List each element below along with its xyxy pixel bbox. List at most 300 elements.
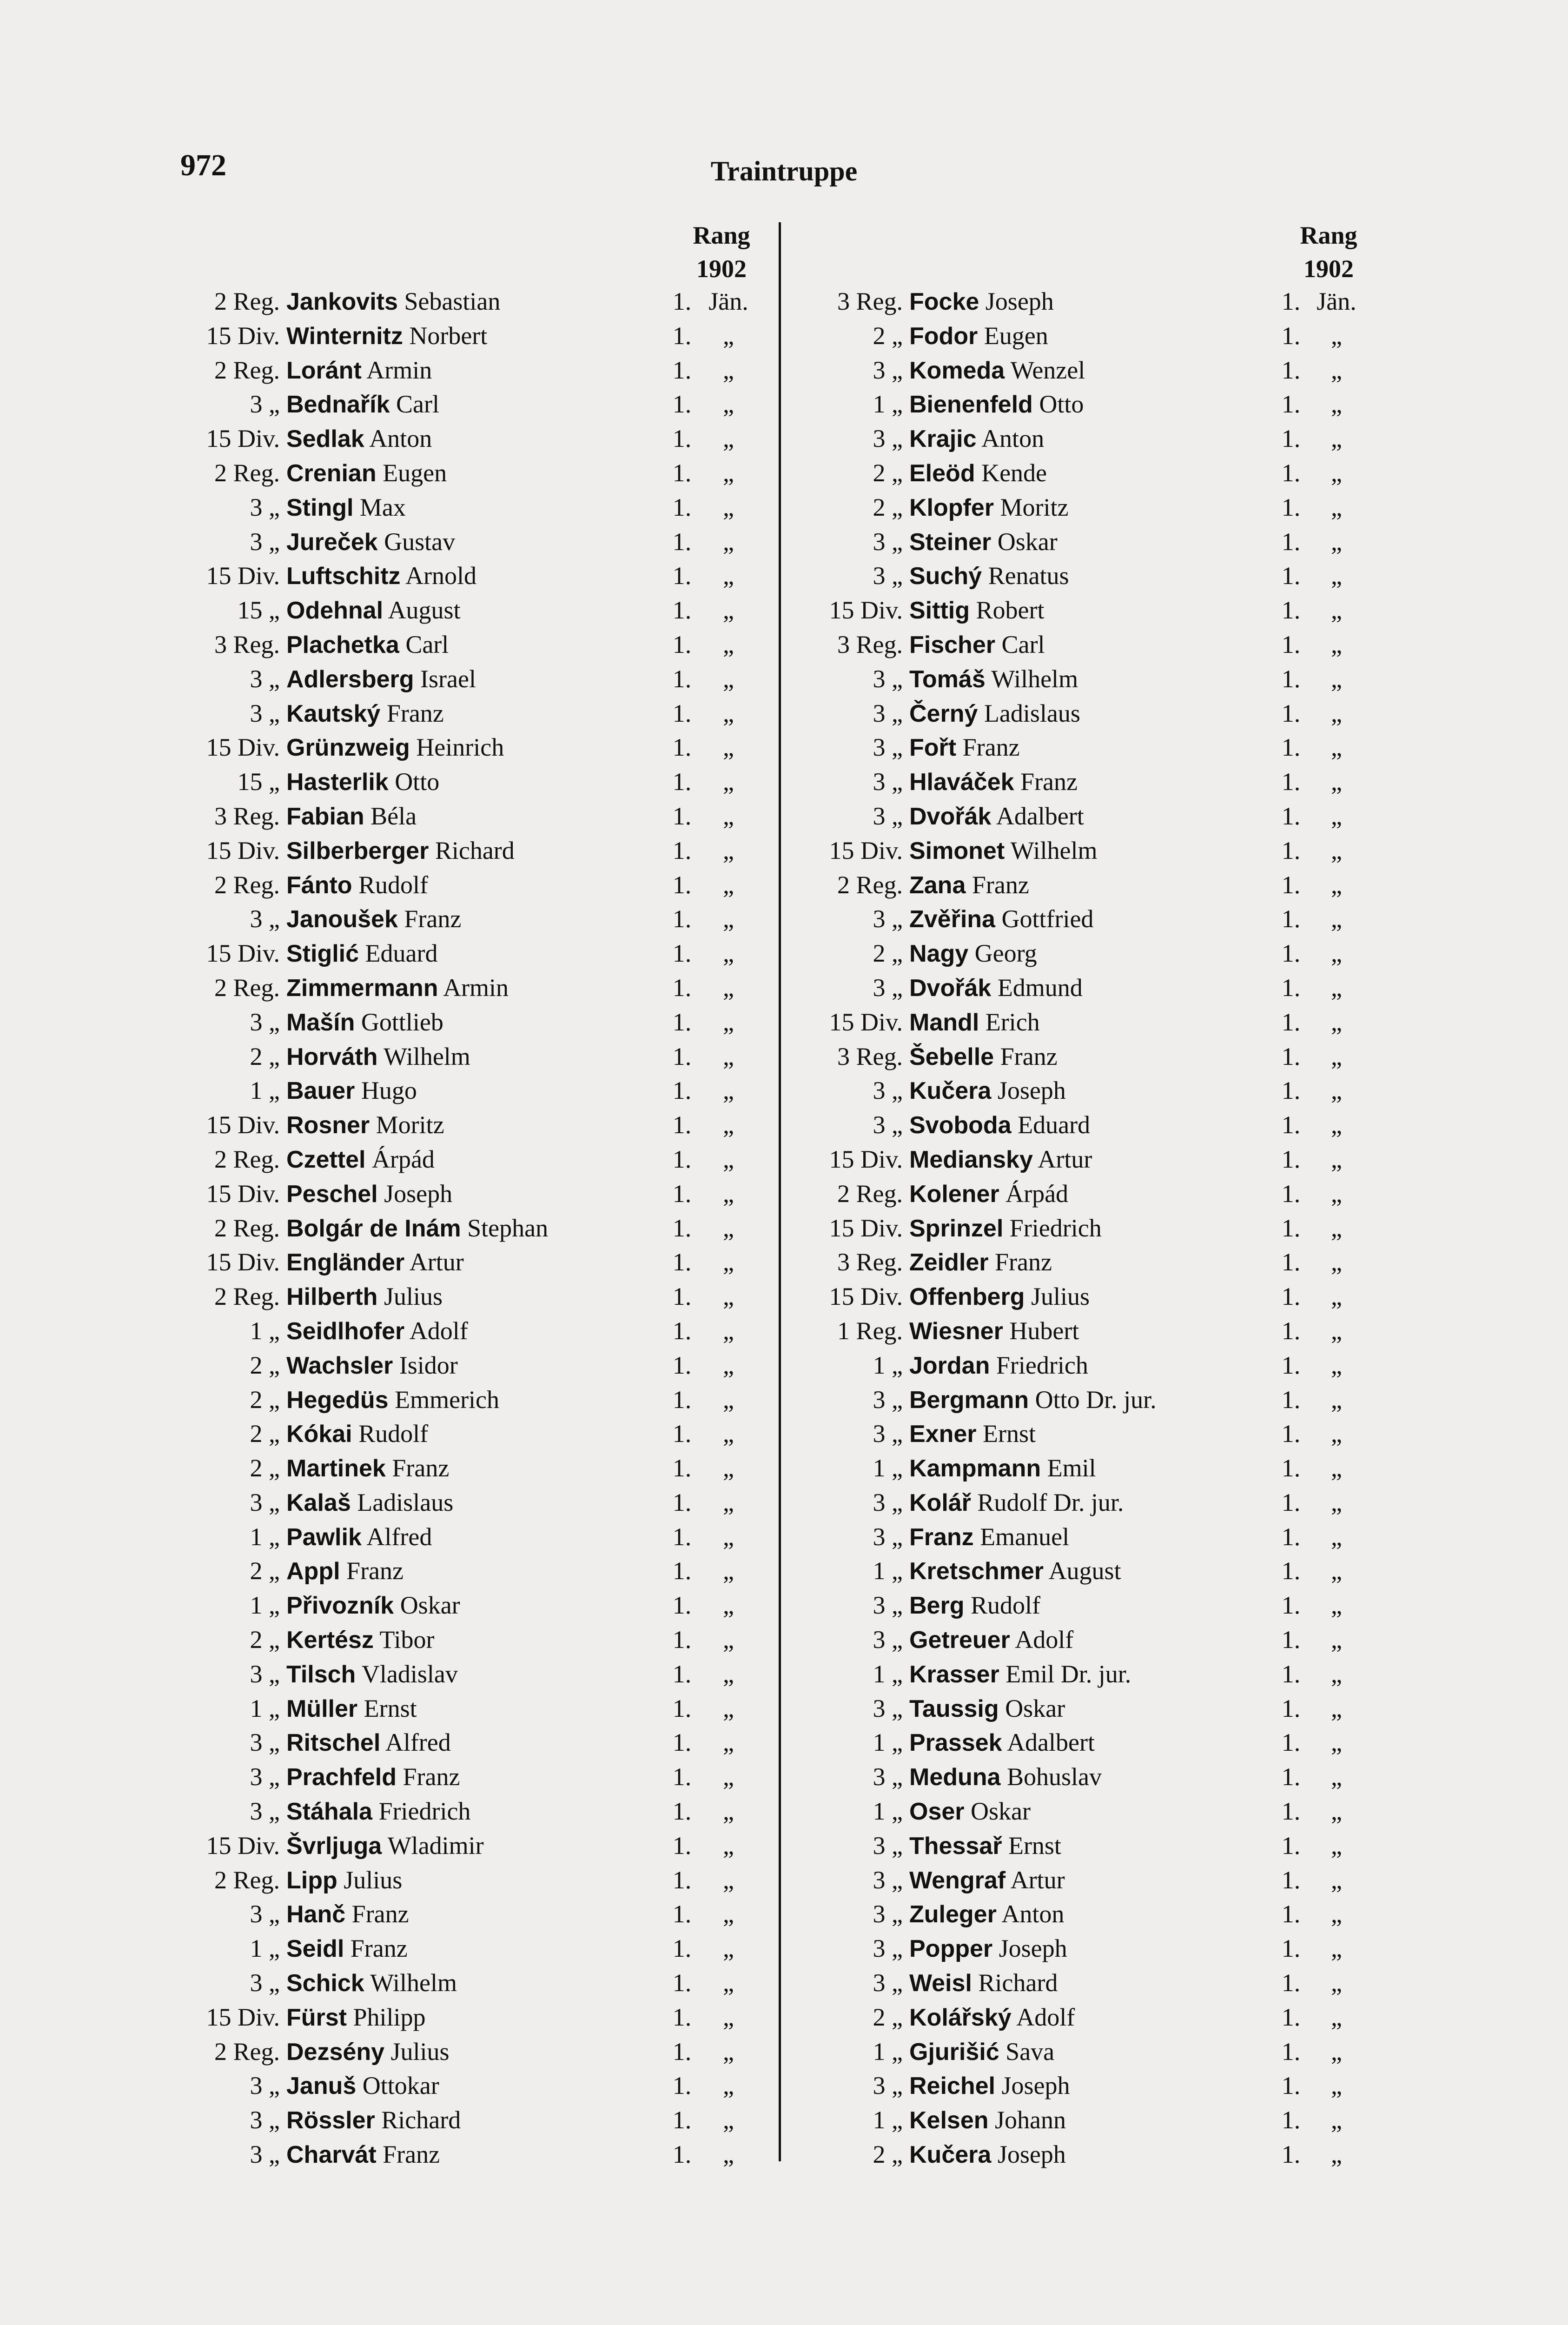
unit-label: 3 „	[250, 1008, 280, 1036]
rank-month: „	[1331, 699, 1342, 727]
rank-month: „	[723, 1420, 734, 1448]
unit-label: 3 Reg.	[214, 802, 280, 830]
given-name: Sava	[1006, 2037, 1055, 2066]
person-name	[286, 1451, 449, 1486]
given-name: Armin	[443, 973, 509, 1002]
given-name: Richard	[978, 1969, 1058, 1997]
unit-label: 3 „	[250, 1763, 280, 1791]
person-name	[909, 1829, 1061, 1864]
unit-label: 15 Div.	[206, 1111, 280, 1139]
given-name: Franz	[404, 905, 462, 933]
person-name	[909, 2138, 1066, 2172]
given-name: Joseph	[997, 1076, 1066, 1105]
given-name: Ladislaus	[357, 1488, 454, 1516]
unit-label: 3 „	[873, 768, 903, 796]
person-name	[909, 937, 1037, 971]
unit-label: 3 „	[873, 1385, 903, 1414]
unit-label: 2 „	[250, 1454, 280, 1482]
unit-label: 3 „	[873, 733, 903, 762]
rank-month: „	[1331, 390, 1342, 418]
unit-label: 15 Div.	[206, 836, 280, 864]
unit-label: 2 „	[873, 493, 903, 521]
person-name	[286, 1417, 428, 1452]
rank-day: 1.	[1281, 1728, 1301, 1757]
person-name	[909, 2035, 1054, 2070]
rank-day: 1.	[672, 1557, 692, 1585]
rank-month: „	[723, 2140, 734, 2169]
given-name: Otto	[395, 768, 440, 796]
rank-month: „	[723, 1831, 734, 1860]
rank-day: 1.	[672, 699, 692, 727]
unit-label: 3 „	[873, 1900, 903, 1928]
surname: Fischer	[909, 631, 995, 658]
unit-label: 3 „	[250, 390, 280, 418]
unit-label: 2 „	[873, 2003, 903, 2031]
rank-day: 1.	[1281, 973, 1301, 1002]
rank-month: „	[1331, 1591, 1342, 1620]
surname: Czettel	[286, 1146, 366, 1173]
unit-label: 1 „	[873, 1351, 903, 1379]
surname: Hasterlik	[286, 769, 389, 796]
person-name	[909, 765, 1078, 800]
person-name	[286, 834, 515, 869]
person-name	[286, 799, 417, 834]
rank-month: „	[723, 1351, 734, 1379]
given-name: Wilhelm	[1010, 836, 1098, 864]
unit-label: 1 Reg.	[837, 1316, 903, 1345]
unit-label: 3 „	[873, 1420, 903, 1448]
surname: Bednařík	[286, 391, 390, 418]
surname: Plachetka	[286, 631, 399, 658]
given-name: Árpád	[1006, 1179, 1069, 1208]
given-name: Gottlieb	[361, 1008, 443, 1036]
given-name: Johann	[995, 2106, 1066, 2134]
rank-day: 1.	[1281, 939, 1301, 968]
given-name: Ernst	[983, 1420, 1036, 1448]
surname: Hanč	[286, 1901, 346, 1928]
person-name	[909, 1760, 1102, 1795]
rank-month: „	[1331, 870, 1342, 899]
unit-label: 1 „	[250, 1591, 280, 1620]
surname: Grünzweig	[286, 734, 410, 762]
column-divider	[779, 222, 781, 2161]
person-name	[909, 1280, 1090, 1315]
unit-label: 3 „	[250, 699, 280, 727]
unit-label: 1 „	[873, 1660, 903, 1688]
surname: Simonet	[909, 837, 1005, 864]
rank-day: 1.	[1281, 699, 1301, 727]
person-name	[909, 491, 1068, 525]
rank-day: 1.	[1281, 356, 1301, 384]
given-name: Franz	[351, 1900, 409, 1928]
person-name	[286, 491, 406, 525]
given-name: Joseph	[384, 1179, 453, 1208]
unit-label: 2 Reg.	[214, 1282, 280, 1311]
unit-label: 2 Reg.	[214, 1866, 280, 1894]
given-name: Rudolf Dr. jur.	[977, 1488, 1124, 1516]
rank-day: 1.	[1281, 1454, 1301, 1482]
person-name	[909, 387, 1084, 422]
unit-label: 1 „	[873, 1797, 903, 1826]
unit-label: 1 „	[873, 1454, 903, 1482]
person-name	[909, 1863, 1065, 1898]
unit-label: 3 „	[873, 664, 903, 693]
person-name	[909, 1177, 1068, 1212]
rank-month: „	[1331, 1522, 1342, 1551]
unit-label: 3 „	[873, 802, 903, 830]
rank-month: „	[723, 390, 734, 418]
rank-month: „	[1331, 802, 1342, 830]
surname: Zimmermann	[286, 974, 438, 1002]
surname: Kampmann	[909, 1455, 1041, 1482]
rank-month: „	[723, 1008, 734, 1036]
rank-day: 1.	[1281, 1900, 1301, 1928]
rank-day: 1.	[672, 1385, 692, 1414]
given-name: Artur	[1038, 1145, 1092, 1173]
rank-month: „	[1331, 733, 1342, 762]
unit-label: 15 Div.	[829, 1008, 903, 1036]
given-name: Franz	[386, 699, 444, 727]
rank-day: 1.	[1281, 1831, 1301, 1860]
unit-label: 3 „	[873, 1626, 903, 1654]
person-name	[909, 1005, 1040, 1040]
unit-label: 15 Div.	[206, 562, 280, 590]
surname: Silberberger	[286, 837, 429, 864]
rank-day: 1.	[672, 630, 692, 658]
surname: Odehnal	[286, 597, 384, 624]
unit-label: 2 „	[250, 1626, 280, 1654]
surname: Kautský	[286, 700, 381, 727]
rank-month: „	[723, 733, 734, 762]
given-name: Franz	[962, 733, 1020, 762]
given-name: Anton	[369, 425, 432, 453]
surname: Kretschmer	[909, 1558, 1044, 1585]
surname: Exner	[909, 1421, 977, 1448]
person-name	[909, 1726, 1095, 1760]
rank-day: 1.	[1281, 425, 1301, 453]
rank-day: 1.	[1281, 1145, 1301, 1173]
given-name: Wilhelm	[370, 1969, 457, 1997]
rank-day: 1.	[672, 1008, 692, 1036]
person-name	[909, 559, 1069, 594]
given-name: Ladislaus	[984, 699, 1080, 727]
rank-day: 1.	[672, 1694, 692, 1722]
given-name: Rudolf	[358, 1420, 429, 1448]
given-name: Eduard	[365, 939, 438, 968]
surname: Stiglić	[286, 940, 359, 968]
surname: Bolgár de Inám	[286, 1215, 461, 1242]
rank-day: 1.	[672, 870, 692, 899]
surname: Kolář	[909, 1489, 971, 1516]
given-name: Edmund	[997, 973, 1083, 1002]
rank-month: „	[1331, 2140, 1342, 2169]
surname: Fabian	[286, 803, 364, 830]
surname: Reichel	[909, 2073, 995, 2100]
person-name	[909, 593, 1044, 628]
unit-label: 3 „	[250, 905, 280, 933]
unit-label: 2 Reg.	[214, 458, 280, 487]
given-name: Adolf	[409, 1316, 468, 1345]
given-name: Adolf	[1016, 2003, 1075, 2031]
given-name: Stephan	[467, 1214, 549, 1242]
rank-month: „	[1331, 1042, 1342, 1070]
rank-month: „	[1331, 562, 1342, 590]
rank-day: 1.	[1281, 630, 1301, 658]
rank-month: „	[723, 1316, 734, 1345]
rank-month: „	[1331, 493, 1342, 521]
surname: Bergmann	[909, 1386, 1029, 1414]
rank-month: „	[723, 1900, 734, 1928]
rank-day: 1.	[672, 458, 692, 487]
unit-label: 1 „	[873, 2106, 903, 2134]
rank-day: 1.	[1281, 287, 1301, 315]
unit-label: 3 Reg.	[214, 630, 280, 658]
person-name	[286, 971, 509, 1006]
person-name	[909, 1692, 1065, 1727]
rank-month: „	[1331, 425, 1342, 453]
given-name: Emanuel	[980, 1522, 1070, 1551]
surname: Prachfeld	[286, 1764, 397, 1791]
unit-label: 2 Reg.	[837, 1179, 903, 1208]
rank-day: 1.	[1281, 836, 1301, 864]
surname: Eleöd	[909, 459, 975, 487]
rang-label: Rang	[1300, 221, 1357, 249]
surname: Dvořák	[909, 974, 992, 1002]
rank-day: 1.	[672, 1214, 692, 1242]
unit-label: 2 „	[873, 939, 903, 968]
surname: Jordan	[909, 1352, 990, 1379]
given-name: Richard	[435, 836, 515, 864]
rank-month: „	[723, 802, 734, 830]
rank-day: 1.	[672, 1351, 692, 1379]
given-name: Artur	[409, 1248, 464, 1276]
rank-day: 1.	[672, 1248, 692, 1276]
person-name	[909, 1554, 1121, 1589]
surname: Müller	[286, 1695, 358, 1722]
surname: Zuleger	[909, 1901, 997, 1928]
given-name: Franz	[346, 1557, 404, 1585]
person-name	[286, 1588, 460, 1623]
rank-day: 1.	[1281, 2106, 1301, 2134]
rank-day: 1.	[1281, 802, 1301, 830]
given-name: Franz	[972, 870, 1029, 899]
rank-month: „	[723, 1282, 734, 1311]
person-name	[909, 868, 1029, 903]
person-name	[286, 1760, 460, 1795]
unit-label: 3 „	[873, 1831, 903, 1860]
given-name: Julius	[1031, 1282, 1090, 1311]
given-name: Vladislav	[361, 1660, 458, 1688]
surname: Fürst	[286, 2004, 347, 2031]
rank-month: „	[1331, 836, 1342, 864]
person-name	[286, 1211, 548, 1246]
rank-month: „	[1331, 1934, 1342, 1963]
surname: Focke	[909, 288, 979, 315]
person-name	[286, 1692, 417, 1727]
unit-label: 3 „	[250, 493, 280, 521]
unit-label: 2 Reg.	[214, 2037, 280, 2066]
given-name: Julius	[384, 1282, 443, 1311]
person-name	[286, 525, 455, 560]
unit-label: 15 Div.	[206, 321, 280, 350]
rank-month: „	[723, 1626, 734, 1654]
rank-month: „	[1331, 1008, 1342, 1036]
given-name: Wilhelm	[384, 1042, 470, 1070]
rank-day: 1.	[672, 2106, 692, 2134]
unit-label: 1 „	[873, 1557, 903, 1585]
given-name: Tibor	[379, 1626, 435, 1654]
surname: Loránt	[286, 357, 362, 384]
surname: Wengraf	[909, 1867, 1006, 1894]
unit-label: 3 „	[873, 699, 903, 727]
rank-month: „	[1331, 458, 1342, 487]
surname: Mandl	[909, 1009, 979, 1036]
unit-label: 3 „	[873, 356, 903, 384]
rank-month: „	[1331, 1797, 1342, 1826]
surname: Weisl	[909, 1970, 972, 1997]
rank-day: 1.	[1281, 905, 1301, 933]
given-name: Franz	[403, 1763, 460, 1791]
unit-label: 15 Div.	[829, 596, 903, 624]
rank-day: 1.	[1281, 1626, 1301, 1654]
person-name	[286, 387, 439, 422]
rank-month: „	[1331, 1316, 1342, 1345]
rank-day: 1.	[672, 1660, 692, 1688]
unit-label: 1 „	[250, 1316, 280, 1345]
rank-day: 1.	[672, 493, 692, 521]
rank-month: „	[723, 425, 734, 453]
given-name: Emmerich	[395, 1385, 500, 1414]
unit-label: 1 „	[250, 1076, 280, 1105]
surname: Mašín	[286, 1009, 355, 1036]
unit-label: 1 „	[873, 1728, 903, 1757]
rank-day: 1.	[672, 733, 692, 762]
person-name	[286, 1245, 464, 1280]
rank-day: 1.	[672, 356, 692, 384]
surname: Zvěřina	[909, 906, 995, 933]
unit-label: 1 „	[873, 390, 903, 418]
unit-label: 3 „	[250, 1969, 280, 1997]
rank-month: „	[723, 699, 734, 727]
person-name	[286, 1794, 470, 1829]
rank-day: 1.	[672, 768, 692, 796]
rank-day: 1.	[672, 1797, 692, 1826]
rank-month: „	[723, 1660, 734, 1688]
unit-label: 3 „	[873, 1866, 903, 1894]
surname: Zana	[909, 871, 966, 899]
person-name	[286, 1966, 457, 2001]
person-name	[909, 2000, 1075, 2035]
surname: Nagy	[909, 940, 969, 968]
person-name	[286, 1726, 451, 1760]
unit-label: 3 Reg.	[837, 630, 903, 658]
surname: Hlaváček	[909, 769, 1014, 796]
unit-label: 2 Reg.	[214, 356, 280, 384]
rank-month: „	[723, 1454, 734, 1482]
surname: Luftschitz	[286, 563, 401, 590]
given-name: Julius	[344, 1866, 403, 1894]
unit-label: 3 „	[873, 2072, 903, 2100]
person-name	[909, 285, 1054, 319]
surname: Wiesner	[909, 1317, 1003, 1345]
unit-label: 2 „	[873, 321, 903, 350]
rank-month: „	[723, 2106, 734, 2134]
unit-label: 1 „	[250, 1934, 280, 1963]
rank-day: 1.	[672, 1111, 692, 1139]
rank-day: 1.	[672, 1076, 692, 1105]
rank-month: „	[1331, 1660, 1342, 1688]
unit-label: 3 „	[250, 1660, 280, 1688]
rank-day: 1.	[1281, 664, 1301, 693]
surname: Pawlik	[286, 1523, 362, 1551]
given-name: Ernst	[1008, 1831, 1061, 1860]
given-name: Artur	[1010, 1866, 1065, 1894]
unit-label: 3 „	[873, 1934, 903, 1963]
rank-month: „	[723, 321, 734, 350]
person-name	[909, 319, 1048, 354]
unit-label: 3 „	[873, 1488, 903, 1516]
given-name: Heinrich	[416, 733, 504, 762]
surname: Engländer	[286, 1249, 405, 1276]
unit-label: 3 „	[250, 1900, 280, 1928]
person-name	[909, 1108, 1090, 1143]
given-name: Gustav	[384, 527, 456, 556]
given-name: Moritz	[376, 1111, 444, 1139]
rank-day: 1.	[1281, 2037, 1301, 2066]
rank-day: 1.	[1281, 1488, 1301, 1516]
rank-day: 1.	[1281, 2072, 1301, 2100]
given-name: Julius	[390, 2037, 450, 2066]
surname: Zeidler	[909, 1249, 989, 1276]
rank-month: „	[723, 1797, 734, 1826]
unit-label: 3 „	[250, 1488, 280, 1516]
given-name: Isidor	[399, 1351, 458, 1379]
rank-month: „	[723, 2072, 734, 2100]
person-name	[909, 1040, 1058, 1075]
given-name: Árpád	[371, 1145, 435, 1173]
rank-day: 1.	[672, 596, 692, 624]
surname: Offenberg	[909, 1283, 1025, 1311]
rang-header-right	[1287, 219, 1370, 286]
given-name: Carl	[1001, 630, 1045, 658]
rank-day: 1.	[672, 1728, 692, 1757]
rank-day: 1.	[1281, 2140, 1301, 2169]
surname: Ritschel	[286, 1729, 381, 1757]
person-name	[286, 1554, 404, 1589]
surname: Fořt	[909, 734, 957, 762]
surname: Bienenfeld	[909, 391, 1033, 418]
person-name	[909, 1451, 1096, 1486]
rank-day: 1.	[672, 1179, 692, 1208]
surname: Winternitz	[286, 322, 403, 350]
rank-day: 1.	[1281, 1179, 1301, 1208]
unit-label: 3 Reg.	[837, 287, 903, 315]
person-name	[286, 1177, 452, 1212]
surname: Adlersberg	[286, 665, 414, 693]
given-name: Alfred	[366, 1522, 432, 1551]
given-name: Alfred	[385, 1728, 451, 1757]
person-name	[286, 1143, 435, 1177]
person-name	[909, 1245, 1052, 1280]
rank-day: 1.	[1281, 733, 1301, 762]
person-name	[909, 1623, 1073, 1658]
unit-label: 3 Reg.	[837, 1042, 903, 1070]
person-name	[286, 1040, 470, 1075]
unit-label: 3 „	[873, 1694, 903, 1722]
rank-month: „	[723, 1763, 734, 1791]
rank-day: 1.	[672, 1420, 692, 1448]
person-name	[909, 834, 1097, 869]
